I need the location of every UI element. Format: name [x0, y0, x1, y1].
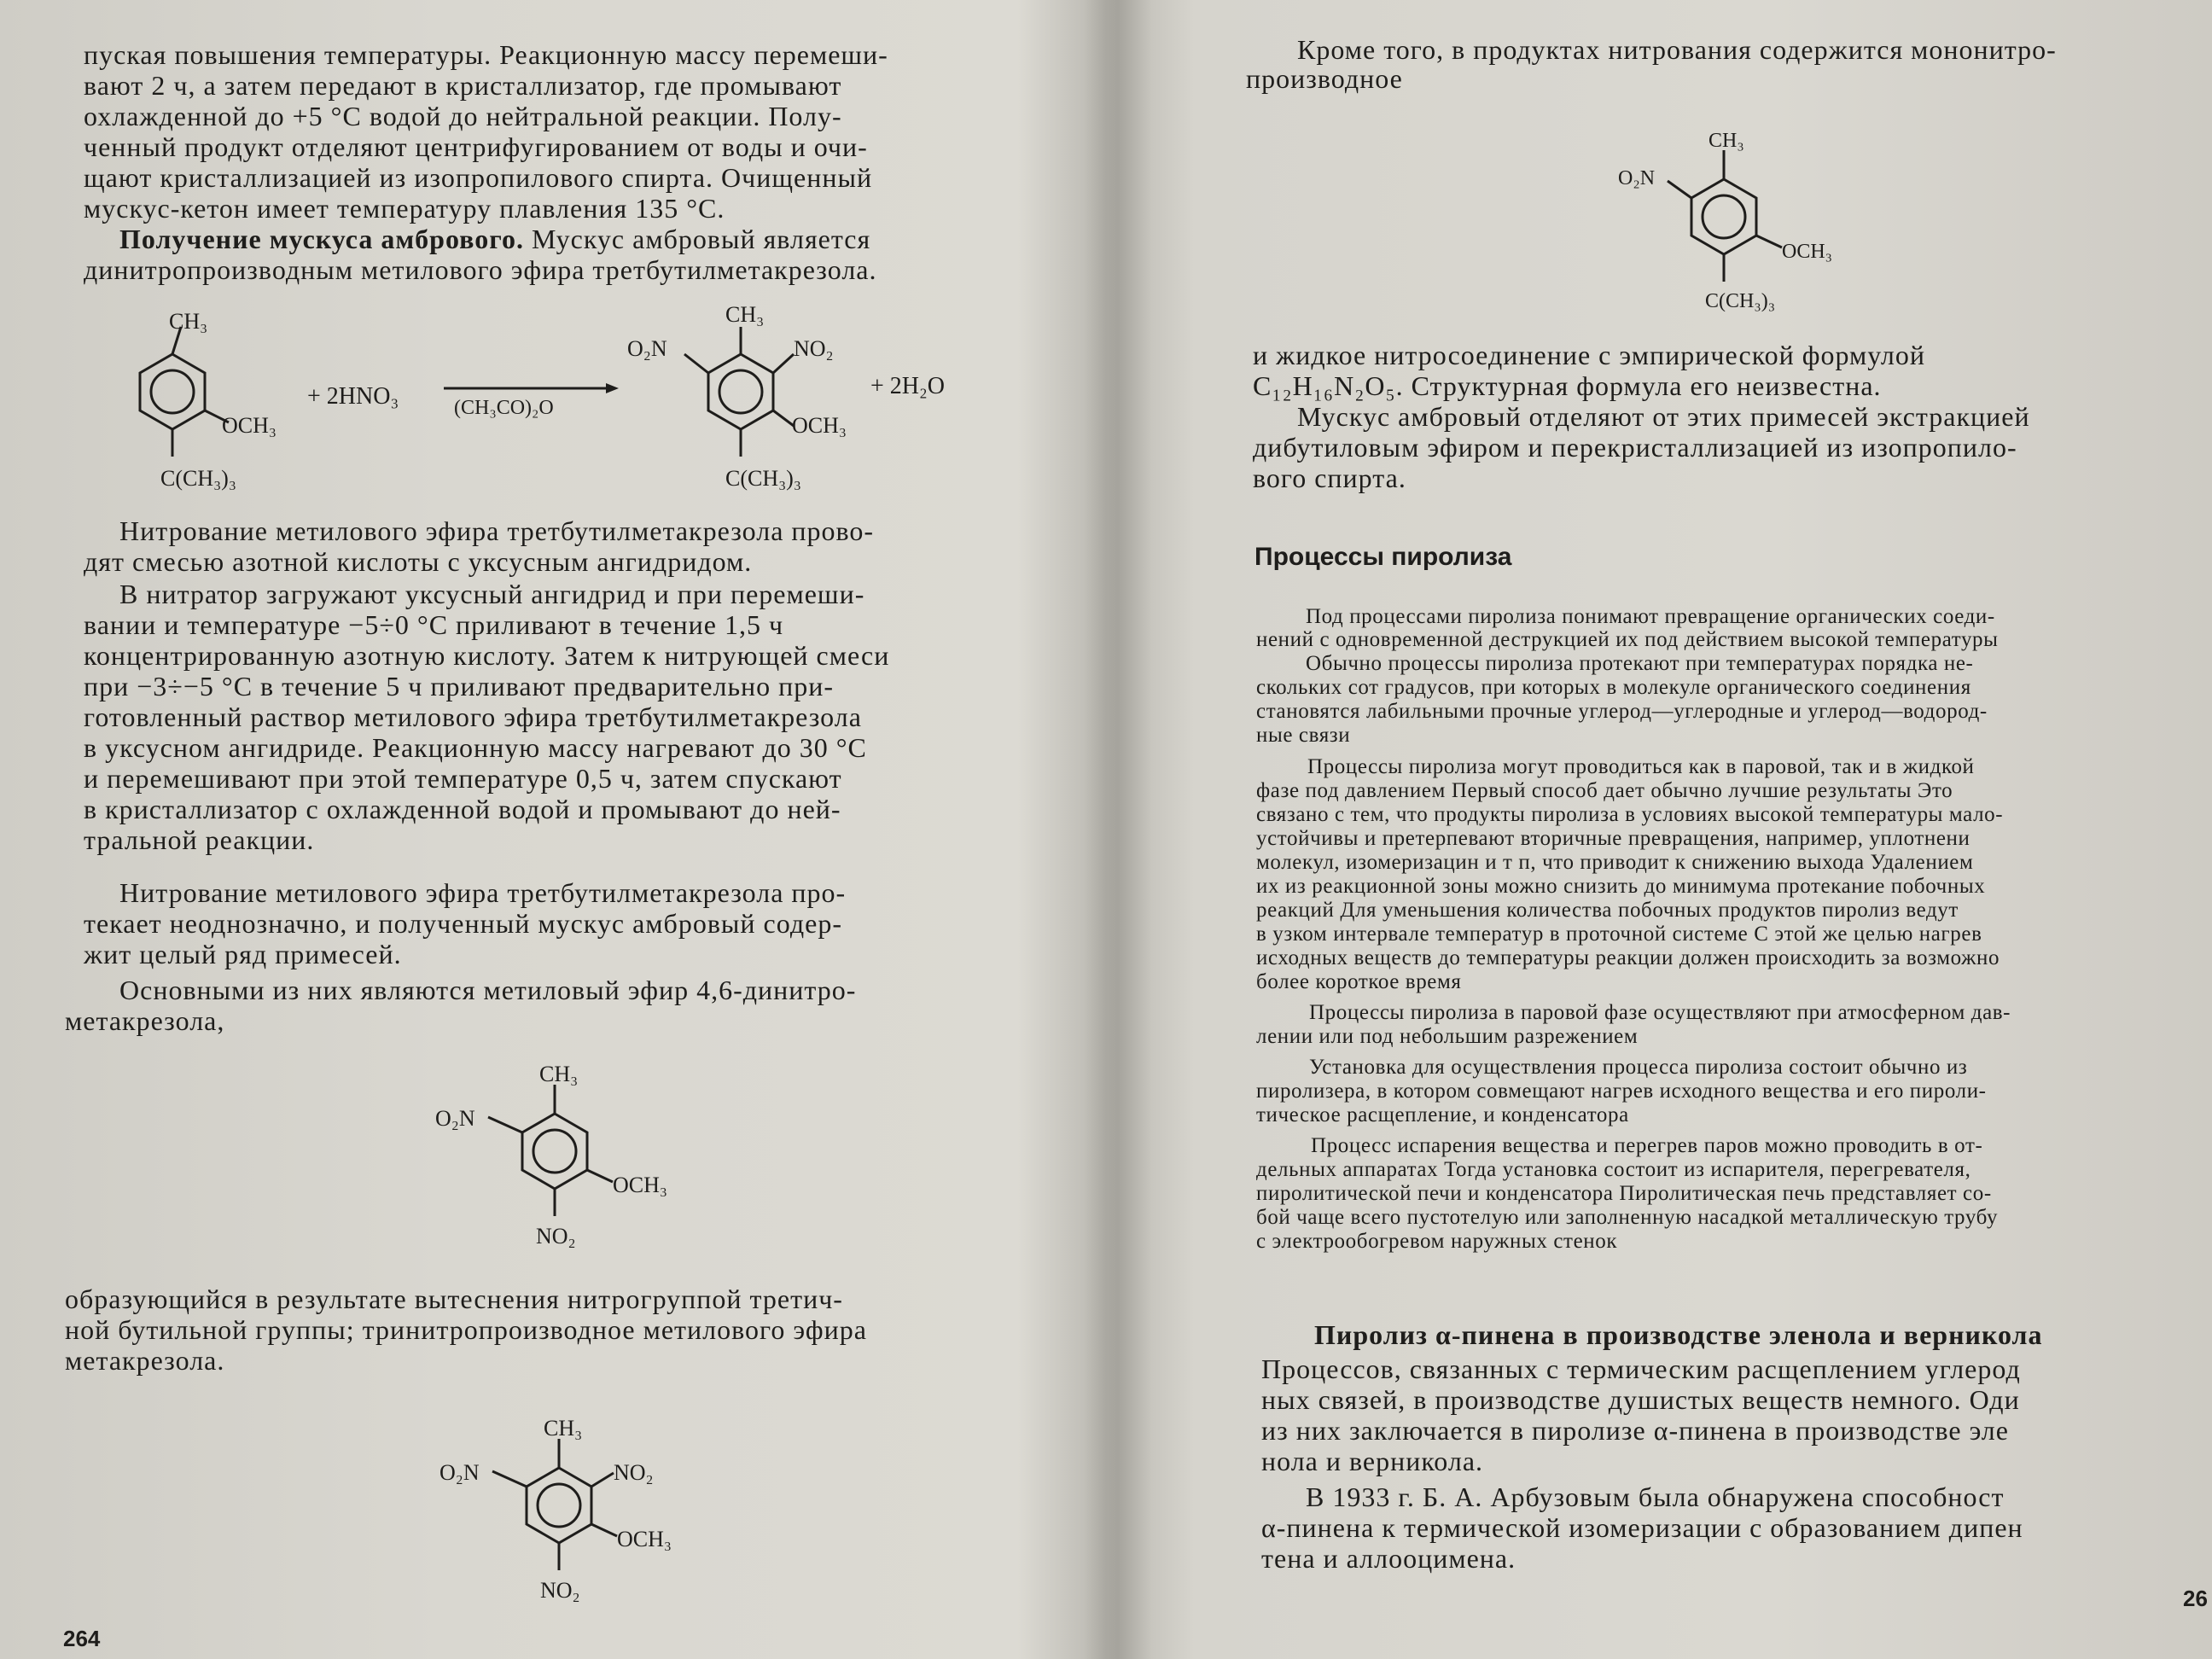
- small-text-line: их из реакционной зоны можно снизить до минимума протекание побочных: [1256, 875, 1986, 898]
- text-line: при −3÷−5 °С в течение 5 ч приливают предварительно при-: [84, 671, 835, 701]
- reactant-tbu-label: C(CH₃)₃: [160, 466, 236, 491]
- subsection-heading: Пиролиз α-пинена в производстве эленола и верникола: [1314, 1319, 2043, 1350]
- text-line: из них заключается в пиролизе α-пинена в производстве эле: [1261, 1415, 2009, 1446]
- text-line: ных связей, в производстве душистых веществ немного. Оди: [1261, 1384, 2020, 1415]
- text-line: дят смесью азотной кислоты с уксусным ангидридом.: [84, 546, 753, 577]
- page-number: 264: [63, 1626, 101, 1651]
- small-text-line: Процесс испарения вещества и перегрев паров можно проводить в от-: [1311, 1134, 1983, 1157]
- text-line: В 1933 г. Б. А. Арбузовым была обнаружена способност: [1306, 1481, 2005, 1512]
- small-text-line: Процессы пиролиза могут проводиться как в паровой, так и в жидкой: [1307, 755, 1975, 778]
- struct2-och3-label: OCH₃: [617, 1527, 672, 1551]
- text-line: жит целый ряд примесей.: [84, 939, 402, 969]
- small-text-line: исходных веществ до температуры реакции должен происходить за возможно: [1256, 946, 2000, 969]
- small-text-line: с электрообогревом наружных стенок: [1256, 1230, 1618, 1253]
- text-line: метакрезола,: [65, 1005, 225, 1036]
- product-tbu-label: C(CH₃)₃: [725, 466, 801, 491]
- small-text-line: Под процессами пиролиза понимают превращение органических соеди-: [1306, 605, 1995, 628]
- small-text-line: Процессы пиролиза в паровой фазе осуществляют при атмосферном дав-: [1309, 1001, 2011, 1024]
- text-line: и перемешивают при этой температуре 0,5 ч, затем спускают: [84, 763, 842, 794]
- small-text-line: связано с тем, что продукты пиролиза в условиях высокой температуры мало-: [1256, 803, 2004, 826]
- small-text-line: Установка для осуществления процесса пиролиза состоит обычно из: [1309, 1056, 1968, 1079]
- reactant-och3-label: OCH₃: [222, 413, 276, 438]
- text-line: производное: [1246, 63, 1403, 94]
- small-text-line: реакций Для уменьшения количества побочных продуктов пиролиз ведут: [1256, 899, 1959, 922]
- arrow-head: [606, 383, 619, 393]
- small-text-line: фазе под давлением Первый способ дает обычно лучшие результаты Это: [1256, 779, 1953, 802]
- struct3-o2n-label: O₂N: [1618, 167, 1656, 189]
- text-line: ченный продукт отделяют центрифугированием от воды и очи-: [84, 131, 868, 162]
- struct2-no2-bottom-label: NO₂: [540, 1578, 580, 1603]
- text-line: охлажденной до +5 °С водой до нейтральной реакции. Полу-: [84, 101, 842, 131]
- text-fragment: Мускус амбровый является: [523, 224, 871, 254]
- text-line: Основными из них являются метиловый эфир 4,6-динитро-: [119, 975, 857, 1005]
- text-line: вают 2 ч, а затем передают в кристаллизатор, где промывают: [84, 70, 842, 101]
- small-text-line: дельных аппаратах Тогда установка состоит из испарителя, перегревателя,: [1256, 1158, 1971, 1181]
- small-text-line: ные связи: [1256, 724, 1351, 747]
- reactant-benzene-ring: [140, 327, 229, 457]
- text-line: ной бутильной группы; тринитропроизводное метилового эфира: [65, 1314, 867, 1345]
- text-line: пуская повышения температуры. Реакционную массу перемеши-: [84, 39, 888, 70]
- small-text-line: пиролизера, в котором совмещают нагрев исходного вещества и его пироли-: [1256, 1080, 1987, 1103]
- page-number: 26: [2183, 1586, 2208, 1611]
- text-line: Мускус амбровый отделяют от этих примесей экстракцией: [1297, 401, 2030, 432]
- small-text-line: в узком интервале температур в проточной системе С этой же целью нагрев: [1256, 923, 1982, 946]
- small-text-line: Обычно процессы пиролиза протекают при температурах порядка не-: [1306, 652, 1974, 675]
- struct3-och3-label: OCH₃: [1782, 241, 1833, 263]
- small-text-line: лении или под небольшим разрежением: [1256, 1025, 1639, 1048]
- byproduct-label: + 2H₂O: [870, 373, 945, 399]
- dinitro-structure: [427, 1054, 708, 1259]
- text-line: тена и аллооцимена.: [1261, 1543, 1516, 1574]
- text-line: Нитрование метилового эфира третбутилметакрезола прово-: [119, 515, 875, 546]
- text-line: Процессов, связанных с термическим расщеплением углерод: [1261, 1353, 2021, 1384]
- product-ch3-label: CH₃: [725, 302, 765, 327]
- reactant-ch3-label: CH₃: [169, 309, 208, 334]
- text-line: концентрированную азотную кислоту. Затем к нитрующей смеси: [84, 640, 890, 671]
- small-text-line: бой чаще всего пустотелую или заполненную насадкой металлическую трубу: [1256, 1206, 1999, 1229]
- trinitro-structure: [431, 1408, 721, 1613]
- text-line: вого спирта.: [1253, 463, 1406, 493]
- right-page: [1135, 0, 2212, 1659]
- small-text-line: устойчивы и претерпевают вторичные превращения, например, уплотнени: [1256, 827, 1970, 850]
- struct1-no2-label: NO₂: [536, 1224, 576, 1249]
- text-line: нола и верникола.: [1261, 1446, 1484, 1476]
- text-line: метакрезола.: [65, 1345, 225, 1376]
- product-och3-label: OCH₃: [792, 413, 847, 438]
- text-line: и жидкое нитросоединение с эмпирической формулой: [1253, 340, 1925, 370]
- struct1-ch3-label: CH₃: [539, 1062, 579, 1086]
- struct2-no2-right-label: NO₂: [614, 1460, 654, 1485]
- small-text-line: становятся лабильными прочные углерод—углеродные и углерод—водород-: [1256, 700, 1988, 723]
- struct2-ch3-label: CH₃: [544, 1416, 583, 1441]
- mononitro-structure: [1596, 119, 1886, 324]
- small-text-line: более короткое время: [1256, 970, 1462, 993]
- text-line: вании и температуре −5÷0 °С приливают в течение 1,5 ч: [84, 609, 784, 640]
- text-line: Нитрование метилового эфира третбутилметакрезола про-: [119, 877, 847, 908]
- small-text-line: молекул, изомеризацин и т п, что приводит к снижению выхода Удалением: [1256, 851, 1974, 874]
- text-line: В нитратор загружают уксусный ангидрид и при перемеши-: [119, 579, 865, 609]
- small-text-line: пиролитической печи и конденсатора Пиролитическая печь представляет со-: [1256, 1182, 1992, 1205]
- text-line: α-пинена к термической изомеризации с образованием дипен: [1261, 1512, 2023, 1543]
- product-no2-label: NO₂: [794, 336, 834, 361]
- struct2-o2n-label: O₂N: [439, 1460, 480, 1485]
- struct3-ch3-label: CH₃: [1708, 130, 1744, 152]
- text-line: в кристаллизатор с охлажденной водой и промывают до ней-: [84, 794, 841, 824]
- text-line: щают кристаллизацией из изопропилового спирта. Очищенный: [84, 162, 873, 193]
- text-line: мускус-кетон имеет температуру плавления 135 °С.: [84, 193, 725, 224]
- text-line: образующийся в результате вытеснения нитрогруппой третич-: [65, 1284, 843, 1314]
- struct1-o2n-label: O₂N: [435, 1106, 475, 1131]
- struct3-tbu-label: C(CH₃)₃: [1705, 290, 1776, 312]
- musk-heading: Получение мускуса амбрового.: [119, 224, 524, 254]
- small-text-line: тическое расщепление, и конденсатора: [1256, 1103, 1629, 1126]
- text-line: динитропроизводным метилового эфира третбутилметакрезола.: [84, 254, 877, 285]
- nitration-reaction-scheme: [128, 303, 981, 508]
- text-line: C₁₂H₁₆N₂O₅. Структурная формула его неизвестна.: [1253, 370, 1882, 401]
- struct1-och3-label: OCH₃: [613, 1173, 667, 1197]
- text-line: в уксусном ангидриде. Реакционную массу нагревают до 30 °С: [84, 732, 867, 763]
- musk-paragraph-start: [119, 224, 870, 254]
- text-line: Кроме того, в продуктах нитрования содержится мононитро-: [1297, 34, 2057, 65]
- text-line: тральной реакции.: [84, 824, 315, 855]
- section-heading: Процессы пиролиза: [1254, 543, 1512, 571]
- reagent-label: + 2HNO₃: [307, 383, 399, 410]
- text-line: готовленный раствор метилового эфира третбутилметакрезола: [84, 701, 862, 732]
- text-line: текает неоднозначно, и полученный мускус амбровый содер-: [84, 908, 842, 939]
- condition-label: (CH₃CO)₂O: [454, 397, 554, 419]
- product-o2n-label: O₂N: [627, 336, 667, 361]
- small-text-line: скольких сот градусов, при которых в молекуле органического соединения: [1256, 676, 1971, 699]
- text-line: дибутиловым эфиром и перекристаллизацией из изопропило-: [1253, 432, 2017, 463]
- product-benzene-ring: [684, 327, 794, 457]
- small-text-line: нений с одновременной деструкцией их под действием высокой температуры: [1256, 628, 1999, 651]
